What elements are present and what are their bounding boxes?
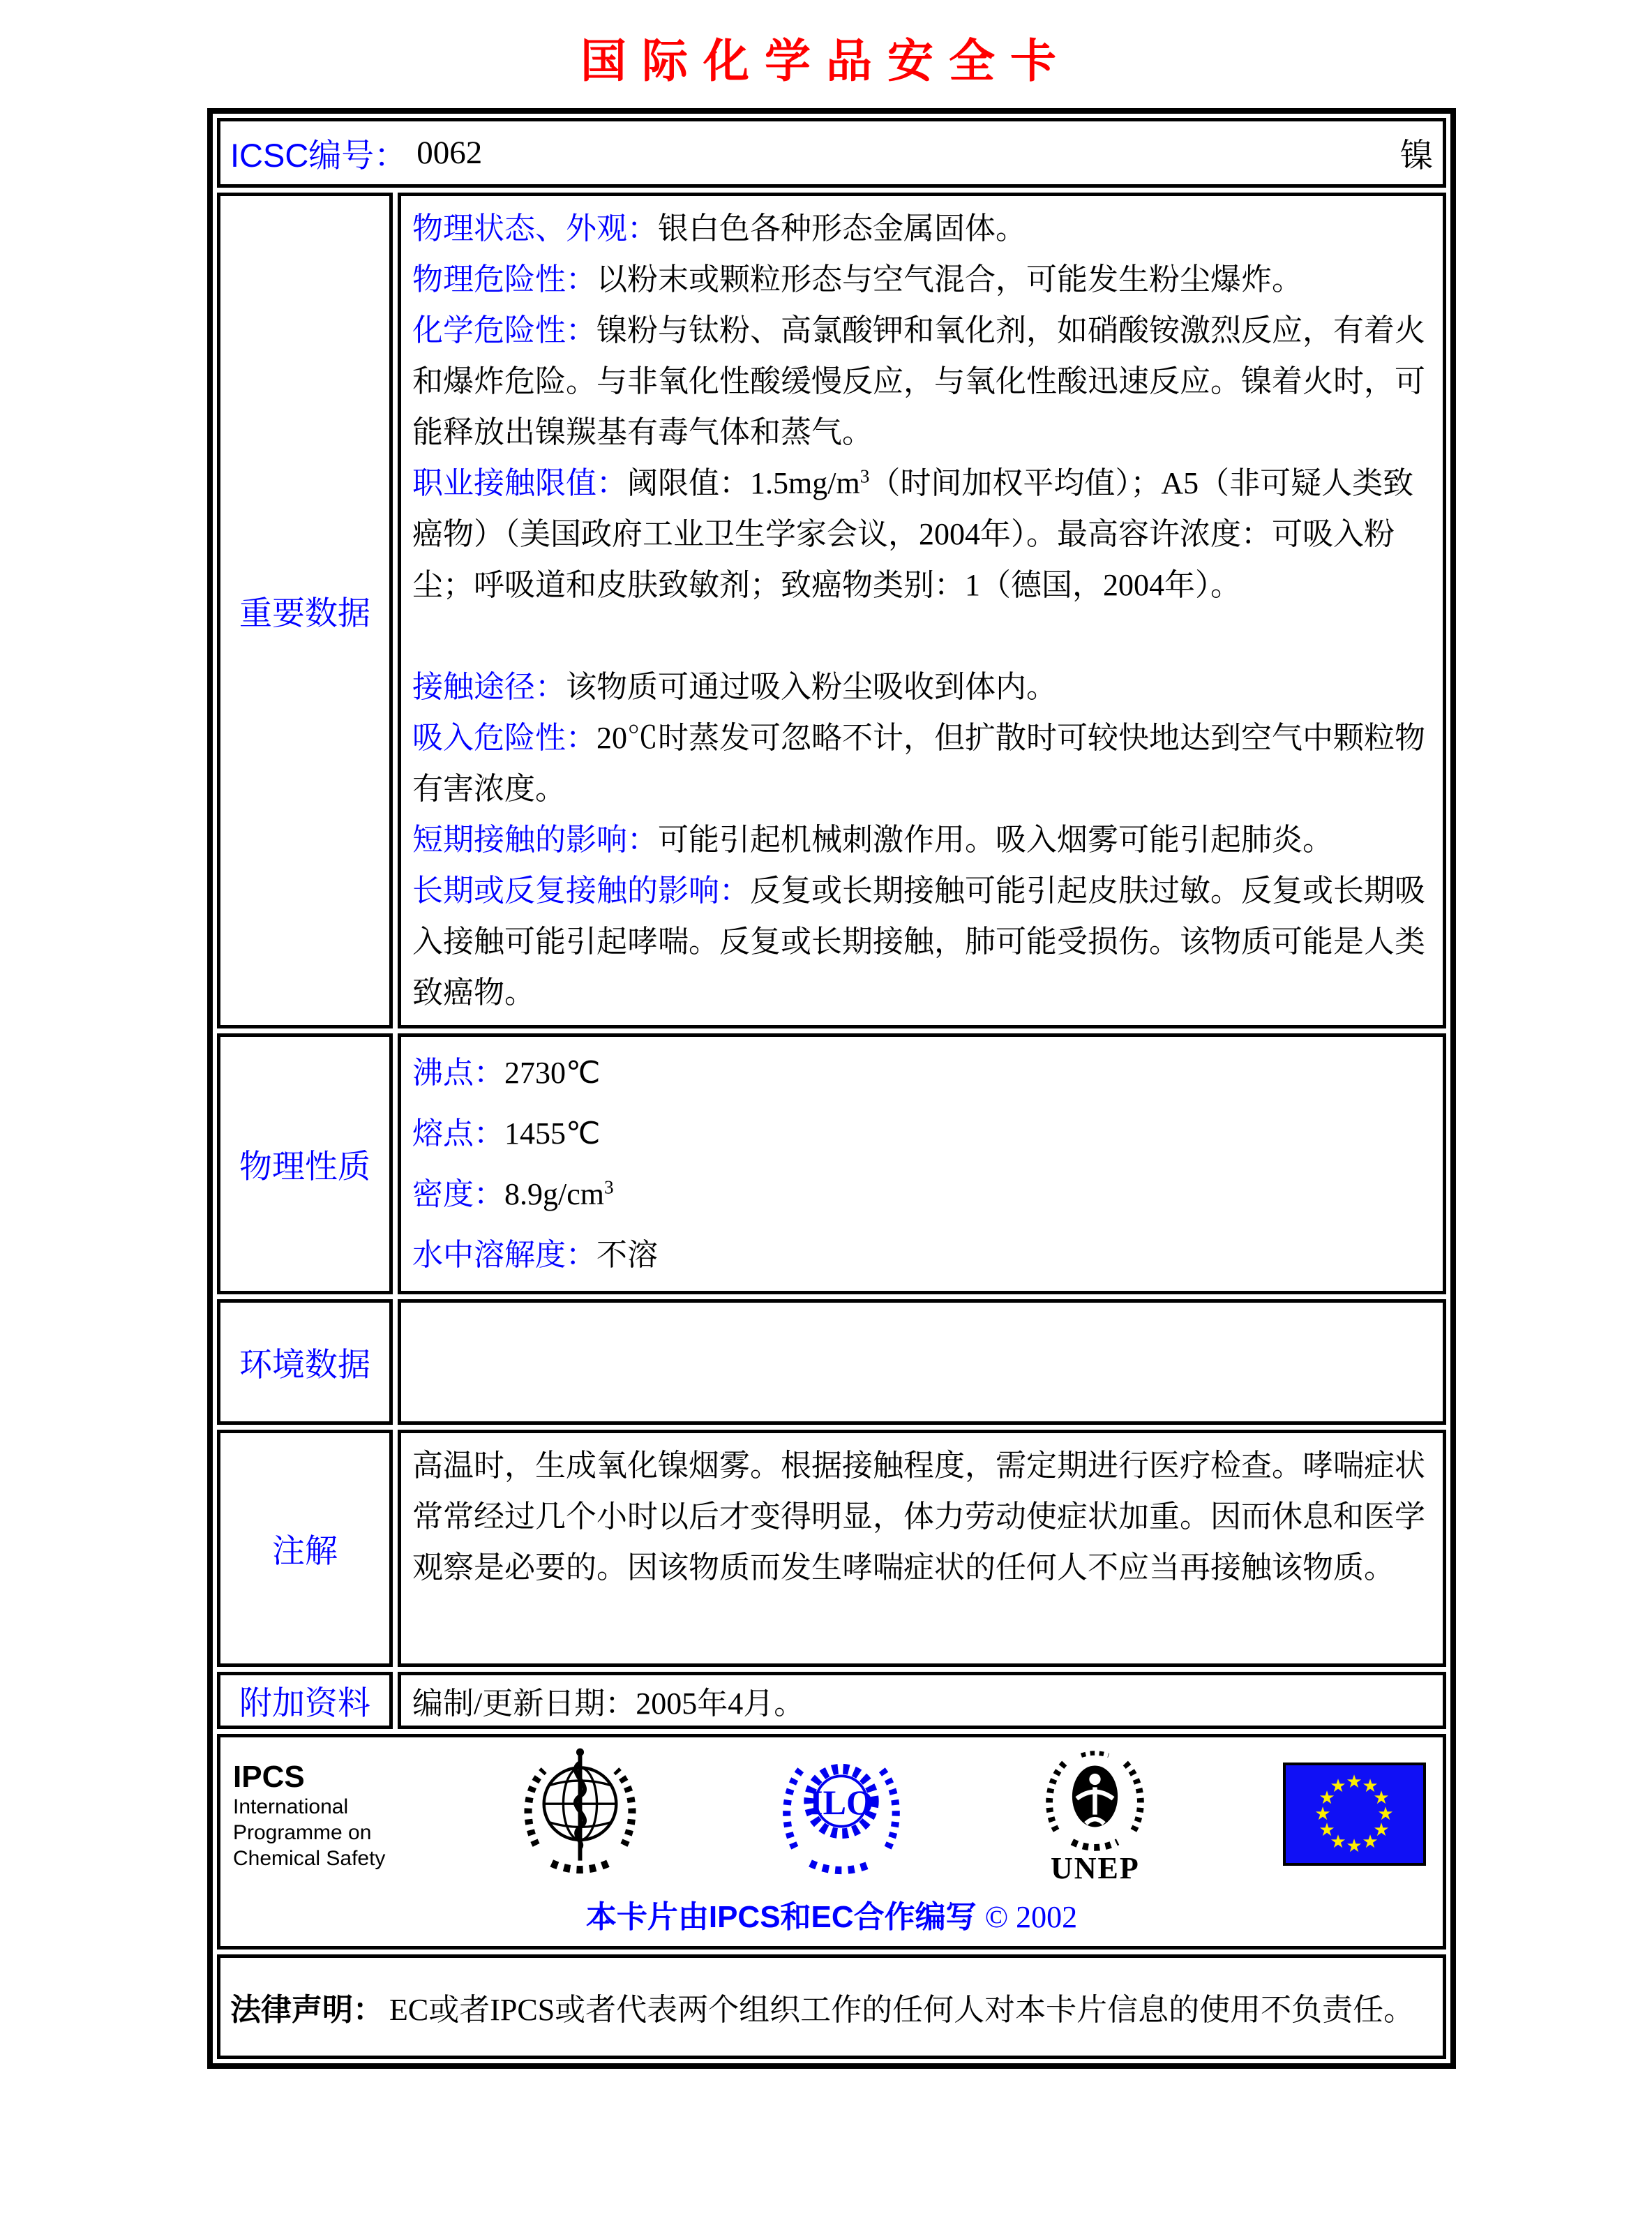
- legal-label: 法律声明：: [230, 1993, 384, 2027]
- environmental-data-content: [398, 1299, 1446, 1425]
- logos-strip: [220, 1737, 1443, 1887]
- field-label: 物理状态、外观：: [412, 211, 658, 246]
- logos-cell: [217, 1734, 1446, 1950]
- legal-row: [217, 1954, 1446, 2059]
- credit-text: 本卡片由IPCS和EC合作编写: [585, 1900, 977, 1934]
- environmental-data-row-label: 环境数据: [217, 1299, 393, 1425]
- svg-text:★: ★: [1346, 1772, 1362, 1793]
- field-label: 密度：: [412, 1177, 504, 1211]
- additional-info-row: [217, 1672, 1446, 1729]
- important-data-paragraph: [412, 458, 1432, 611]
- ipcs-acronym: IPCS: [233, 1760, 305, 1794]
- field-label: 职业接触限值：: [412, 466, 627, 500]
- notes-row-label: 注解: [217, 1430, 393, 1667]
- field-value: 银白色各种形态金属固体。: [658, 211, 1026, 246]
- important-data-paragraph: [412, 712, 1432, 814]
- field-value: 以粉末或颗粒形态与空气混合，可能发生粉尘爆炸。: [596, 262, 1302, 297]
- field-label: 熔点：: [412, 1116, 504, 1151]
- physical-properties-content: [398, 1033, 1446, 1294]
- eu-flag-icon: [1283, 1763, 1426, 1869]
- field-value: 20℃时蒸发可忽略不计，但扩散时可较快地达到空气中颗粒物有害浓度。: [412, 721, 1425, 806]
- svg-text:★: ★: [1330, 1832, 1346, 1853]
- ipcs-line: Chemical Safety: [233, 1847, 386, 1870]
- unep-caption: UNEP: [1050, 1850, 1140, 1885]
- credit-line: [220, 1887, 1443, 1946]
- legal-text: EC或者IPCS或者代表两个组织工作的任何人对本卡片信息的使用不负责任。: [389, 1993, 1415, 2027]
- ilo-monogram: ILO: [809, 1783, 873, 1822]
- ipcs-line: International: [233, 1795, 349, 1818]
- field-label: 水中溶解度：: [412, 1238, 596, 1272]
- environmental-data-row: [217, 1299, 1446, 1425]
- important-data-paragraph: [412, 203, 1432, 254]
- copyright-text: © 2002: [984, 1900, 1078, 1934]
- field-value: 不溶: [596, 1238, 658, 1272]
- field-label: 化学危险性：: [412, 313, 596, 347]
- logos-row: [217, 1734, 1446, 1950]
- svg-text:★: ★: [1319, 1788, 1335, 1809]
- field-label: 沸点：: [412, 1056, 504, 1090]
- svg-text:★: ★: [1377, 1804, 1394, 1825]
- ilo-logo: [775, 1744, 908, 1887]
- field-value: 该物质可通过吸入粉尘吸收到体内。: [566, 670, 1057, 704]
- legal-cell: [217, 1954, 1446, 2059]
- svg-text:★: ★: [1346, 1836, 1362, 1857]
- substance-name: 镍: [1400, 137, 1433, 174]
- svg-text:★: ★: [1373, 1820, 1390, 1841]
- field-label: 长期或反复接触的影响：: [412, 874, 750, 908]
- important-data-paragraph: [412, 661, 1432, 712]
- physical-property: [412, 1042, 1432, 1103]
- blank-line: [412, 611, 1432, 661]
- svg-text:★: ★: [1362, 1776, 1379, 1797]
- svg-text:★: ★: [1319, 1820, 1335, 1841]
- field-value: 可能引起机械刺激作用。吸入烟雾可能引起肺炎。: [658, 823, 1333, 857]
- icsc-number-value: 0062: [416, 135, 483, 171]
- physical-properties-row-label: 物理性质: [217, 1033, 393, 1294]
- page-title: 国际化学品安全卡: [580, 36, 1072, 87]
- field-label: 接触途径：: [412, 670, 566, 704]
- physical-property: [412, 1225, 1432, 1285]
- physical-property: [412, 1164, 1432, 1225]
- field-value: 阈限值：$1.5mg/m^3$（时间加权平均值）；A5（非可疑人类致癌物）（美国政府工业卫生学家会议，2004年）。最高容许浓度：可吸入粉尘；呼吸道和皮肤致敏剂；致癌物类别：1（德国，2004年）。: [412, 465, 1414, 602]
- header-cell: [217, 118, 1446, 188]
- important-data-paragraph: [412, 254, 1432, 305]
- field-label: 物理危险性：: [412, 262, 596, 297]
- update-date-text: 编制/更新日期：2005年4月。: [412, 1686, 805, 1721]
- svg-text:★: ★: [1330, 1776, 1346, 1797]
- icsc-number-label: ICSC编号：: [230, 136, 407, 174]
- who-logo: [516, 1744, 645, 1887]
- field-value: $8.9g/cm^3$: [504, 1176, 614, 1211]
- notes-row: [217, 1430, 1446, 1667]
- important-data-paragraph: [412, 865, 1432, 1018]
- additional-info-row-label: 附加资料: [217, 1672, 393, 1729]
- icsc-card-table: [207, 108, 1456, 2069]
- additional-info-content: [398, 1672, 1446, 1729]
- notes-content: 高温时，生成氧化镍烟雾。根据接触程度，需定期进行医疗检查。哮喘症状常常经过几个小时以后才变得明显，体力劳动使症状加重。因而休息和医学观察是必要的。因该物质而发生哮喘症状的任何人不应当再接触该物质。: [398, 1430, 1446, 1667]
- physical-properties-row: [217, 1033, 1446, 1294]
- field-label: 短期接触的影响：: [412, 823, 658, 857]
- ipcs-text-block: [233, 1760, 385, 1871]
- ipcs-line: Programme on: [233, 1821, 372, 1844]
- field-value: 镍粉与钛粉、高氯酸钾和氧化剂，如硝酸铵激烈反应，有着火和爆炸危险。与非氧化性酸缓慢反应，与氧化性酸迅速反应。镍着火时，可能释放出镍羰基有毒气体和蒸气。: [412, 313, 1425, 449]
- physical-property: [412, 1103, 1432, 1164]
- important-data-content: [398, 193, 1446, 1028]
- important-data-paragraph: [412, 814, 1432, 865]
- field-value: 2730℃: [504, 1056, 601, 1090]
- unep-logo: [1037, 1749, 1152, 1884]
- svg-text:★: ★: [1362, 1832, 1379, 1853]
- important-data-row: [217, 193, 1446, 1028]
- header-row: [217, 118, 1446, 188]
- svg-text:★: ★: [1373, 1788, 1390, 1809]
- svg-text:★: ★: [1314, 1804, 1331, 1825]
- important-data-row-label: 重要数据: [217, 193, 393, 1028]
- important-data-paragraph: [412, 305, 1432, 458]
- field-value: 反复或长期接触可能引起皮肤过敏。反复或长期吸入接触可能引起哮喘。反复或长期接触，肺可能受损伤。该物质可能是人类致癌物。: [412, 874, 1425, 1010]
- field-value: 1455℃: [504, 1116, 601, 1151]
- field-label: 吸入危险性：: [412, 721, 596, 755]
